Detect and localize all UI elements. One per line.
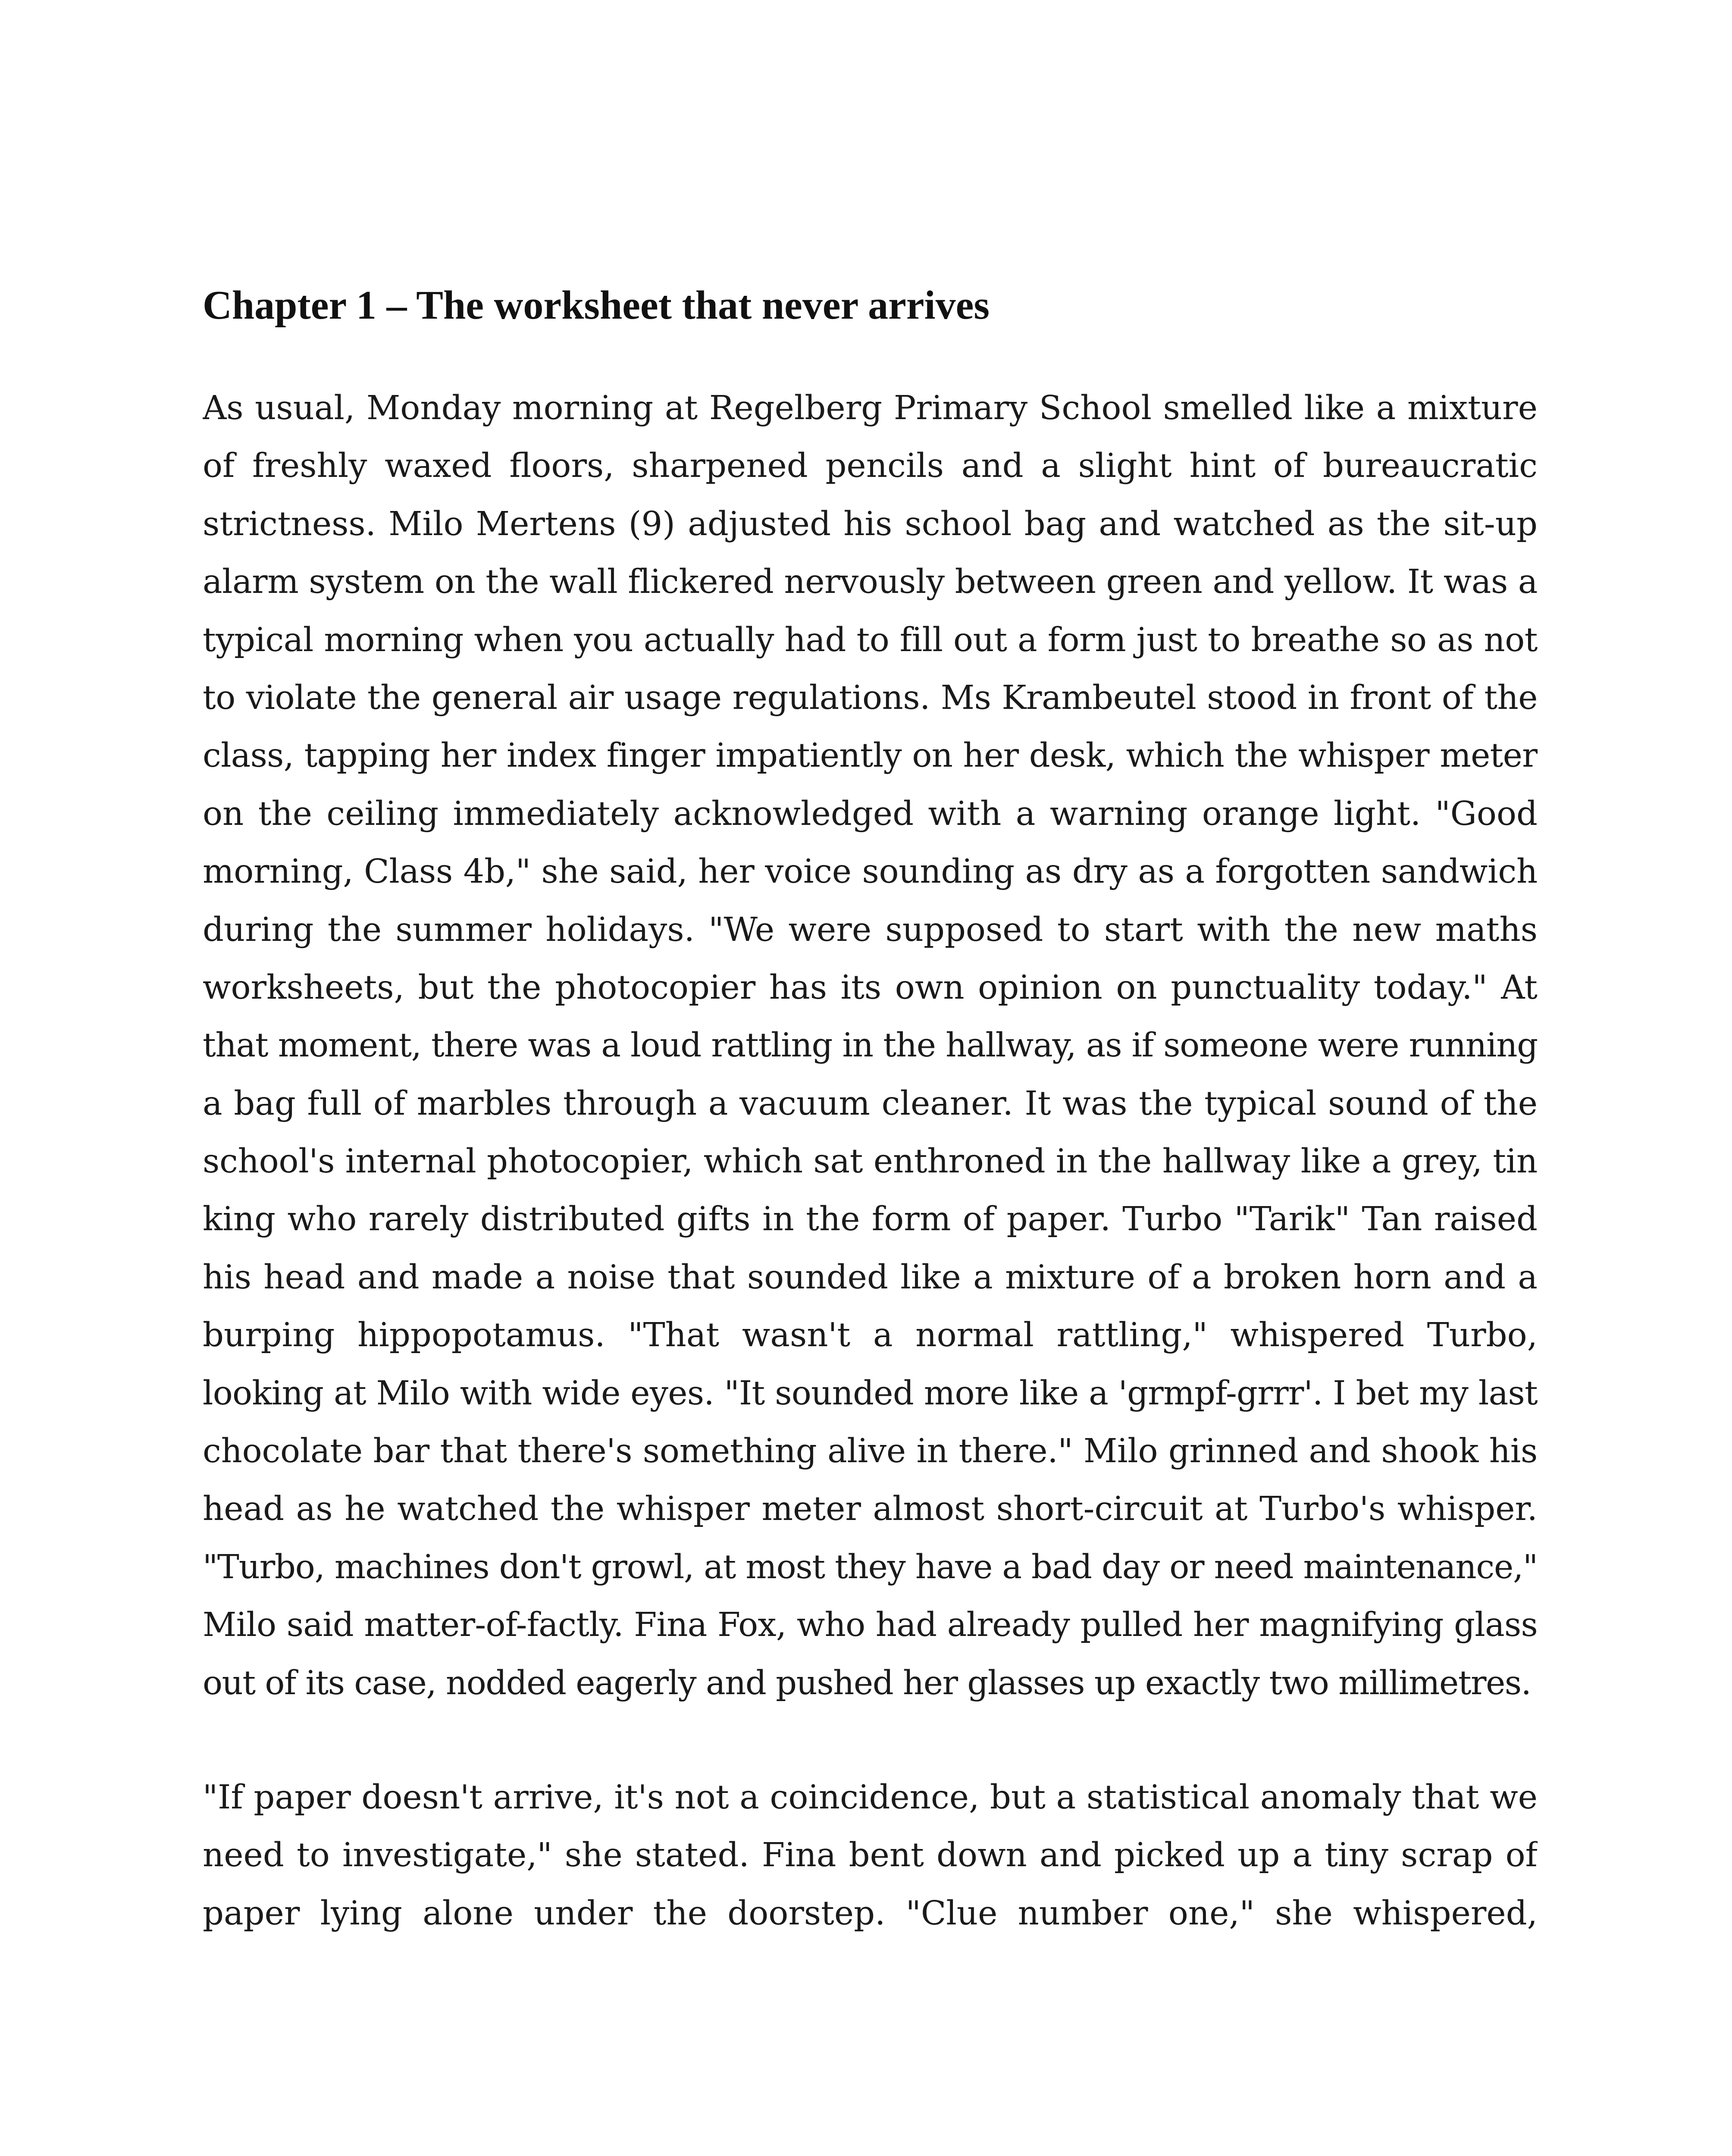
text-line: alarm system on the wall flickered nervously between green and yellow. It was a <box>203 563 1538 602</box>
text-line: head as he watched the whisper meter almost short-circuit at Turbo's whisper. <box>203 1490 1538 1529</box>
text-line: chocolate bar that there's something alive in there." Milo grinned and shook his <box>203 1432 1538 1471</box>
text-line: burping hippopotamus. "That wasn't a normal rattling," whispered Turbo, <box>203 1316 1538 1355</box>
text-line: his head and made a noise that sounded like a mixture of a broken horn and a <box>203 1258 1538 1297</box>
text-line: king who rarely distributed gifts in the form of paper. Turbo "Tarik" Tan raised <box>203 1200 1538 1239</box>
text-line: to violate the general air usage regulations. Ms Krambeutel stood in front of the <box>203 678 1538 717</box>
text-line: morning, Class 4b," she said, her voice sounding as dry as a forgotten sandwich <box>203 852 1538 891</box>
text-line: paper lying alone under the doorstep. "Clue number one," she whispered, <box>203 1894 1538 1933</box>
text-line: Milo said matter-of-factly. Fina Fox, who had already pulled her magnifying glass <box>203 1606 1538 1645</box>
paragraph-2 <box>203 1769 1538 1943</box>
text-line: out of its case, nodded eagerly and pushed her glasses up exactly two millimetres. <box>203 1664 1531 1702</box>
text-line: on the ceiling immediately acknowledged with a warning orange light. "Good <box>203 794 1538 833</box>
text-line: typical morning when you actually had to fill out a form just to breathe so as not <box>203 620 1538 659</box>
text-line: need to investigate," she stated. Fina bent down and picked up a tiny scrap of <box>203 1836 1538 1875</box>
text-line: that moment, there was a loud rattling in the hallway, as if someone were running <box>203 1026 1538 1065</box>
text-line: a bag full of marbles through a vacuum cleaner. It was the typical sound of the <box>203 1084 1538 1123</box>
paragraph-1 <box>203 379 1538 1712</box>
text-line: class, tapping her index finger impatiently on her desk, which the whisper meter <box>203 736 1538 775</box>
text-line: "Turbo, machines don't growl, at most they have a bad day or need maintenance," <box>203 1548 1538 1586</box>
text-line: As usual, Monday morning at Regelberg Primary School smelled like a mixture <box>203 389 1538 427</box>
text-line: strictness. Milo Mertens (9) adjusted his school bag and watched as the sit-up <box>203 505 1538 543</box>
text-line: of freshly waxed floors, sharpened pencils and a slight hint of bureaucratic <box>203 447 1538 486</box>
text-line: worksheets, but the photocopier has its own opinion on punctuality today." At <box>203 968 1538 1007</box>
text-line: "If paper doesn't arrive, it's not a coincidence, but a statistical anomaly that we <box>203 1778 1538 1817</box>
text-line: looking at Milo with wide eyes. "It sounded more like a 'grmpf-grrr'. I bet my last <box>203 1374 1538 1413</box>
text-line: school's internal photocopier, which sat enthroned in the hallway like a grey, tin <box>203 1142 1538 1181</box>
text-line: during the summer holidays. "We were supposed to start with the new maths <box>203 910 1538 949</box>
chapter-heading: Chapter 1 – The worksheet that never arrives <box>203 283 990 328</box>
